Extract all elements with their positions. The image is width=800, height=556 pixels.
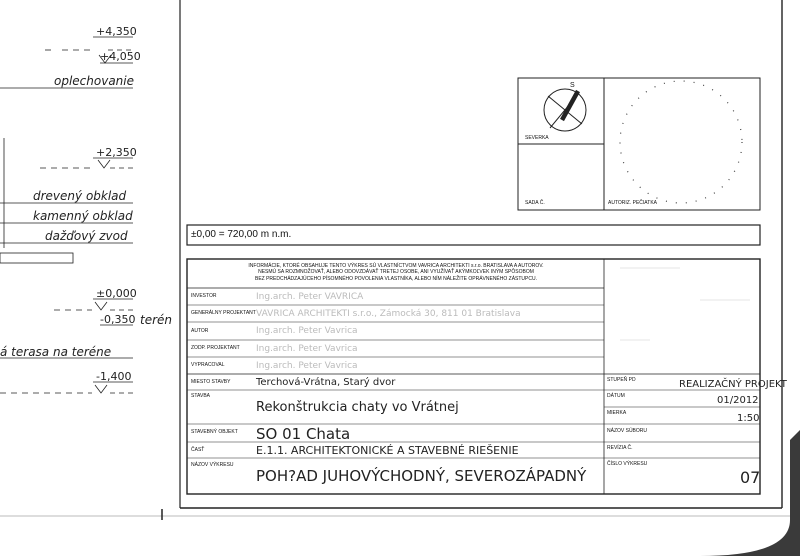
part-value: E.1.1. ARCHITEKTONICKÉ A STAVEBNÉ RIEŠENIE: [256, 444, 519, 457]
datum-text: ±0,00 = 720,00 m n.m.: [191, 229, 292, 240]
scale-label: MIERKA: [607, 410, 627, 416]
notice-line: INFORMÁCIE, KTORÉ OBSAHUJE TENTO VÝKRES SÚ VLASTNÍCTVOM VAVRICA ARCHITEKTI s.r.o. BRATISLAVA A AUTOROV.: [248, 263, 544, 269]
responsible-value: Ing.arch. Peter Vavrica: [256, 344, 358, 354]
date-value: 01/2012: [717, 395, 759, 406]
drafted-label: VYPRACOVAL: [191, 362, 225, 368]
sheet-corner-shadow: [700, 430, 800, 556]
seal-circle-icon: [620, 81, 742, 203]
number-value: 07: [740, 468, 761, 487]
elevation-label: +4,050: [100, 50, 141, 63]
seal-label: AUTORIZ. PEČIATKA: [608, 200, 657, 206]
north-letter: S: [570, 82, 575, 89]
responsible-label: ZODP. PROJEKTANT: [191, 345, 240, 351]
object-label: STAVEBNÝ OBJEKT: [191, 429, 238, 435]
elevation-label: +4,350: [96, 25, 137, 38]
notice-line: BEZ PREDCHÁDZAJÚCEHO PÍSOMNÉHO POVOLENIA VLASTNÍKA, ALEBO NÍM NÁLEŽITE OPRÁVNENÉHO ZÁSTUPCU.: [254, 275, 537, 282]
note-label: oplechovanie: [54, 74, 134, 88]
ownership-notice: [187, 263, 605, 282]
elevation-label: -1,400: [96, 370, 132, 383]
author-value: Ing.arch. Peter Vavrica: [256, 326, 358, 336]
designer-value: VAVRICA ARCHITEKTI s.r.o., Zámocká 30, 811 01 Bratislava: [256, 309, 521, 319]
building-label: STAVBA: [191, 393, 210, 399]
revision-label: REVÍZIA Č.: [607, 445, 633, 451]
investor-label: INVESTOR: [191, 293, 217, 299]
scale-value: 1:50: [737, 413, 760, 424]
part-label: ČASŤ: [191, 447, 205, 453]
note-label: dažďový zvod: [45, 229, 128, 243]
set-label: SADA Č.: [525, 200, 545, 206]
designer-label: GENERÁLNY PROJEKTANT: [191, 310, 256, 316]
object-value: SO 01 Chata: [256, 425, 351, 443]
north-label: SEVERKA: [525, 135, 549, 141]
north-arrow-icon: [544, 89, 586, 131]
stage-label: STUPEŇ PD: [607, 377, 636, 383]
building-value: Rekonštrukcia chaty vo Vrátnej: [256, 400, 459, 415]
note-label: drevený obklad: [33, 189, 127, 203]
logo-area: [620, 268, 750, 340]
number-label: ČÍSLO VÝKRESU: [607, 461, 648, 467]
date-label: DÁTUM: [607, 393, 625, 399]
note-label: á terasa na teréne: [0, 345, 112, 359]
author-label: AUTOR: [191, 328, 209, 334]
file-label: NÁZOV SÚBORU: [607, 428, 648, 434]
drawing-value: POH?AD JUHOVÝCHODNÝ, SEVEROZÁPADNÝ: [256, 467, 587, 485]
place-value: Terchová-Vrátna, Starý dvor: [256, 377, 396, 388]
drawing-label: NÁZOV VÝKRESU: [191, 462, 234, 468]
note-label: terén: [140, 313, 173, 327]
elevation-label: -0,350: [100, 313, 136, 326]
elevation-label: ±0,000: [96, 287, 137, 300]
investor-value: Ing.arch. Peter VAVRICA: [256, 292, 364, 302]
notice-line: NESMÚ SA ROZMNOŽOVAŤ, ALEBO ODOVZDÁVAŤ TRETEJ OSOBE, ANI VYUŽÍVAŤ AKÝMKOĽVEK INÝM SPÔSOBOM: [258, 269, 534, 276]
note-label: kamenný obklad: [33, 209, 133, 223]
drafted-value: Ing.arch. Peter Vavrica: [256, 361, 358, 371]
elevation-label: +2,350: [96, 146, 137, 159]
place-label: MIESTO STAVBY: [191, 379, 231, 385]
stage-value: REALIZAČNÝ PROJEKT: [679, 379, 787, 390]
